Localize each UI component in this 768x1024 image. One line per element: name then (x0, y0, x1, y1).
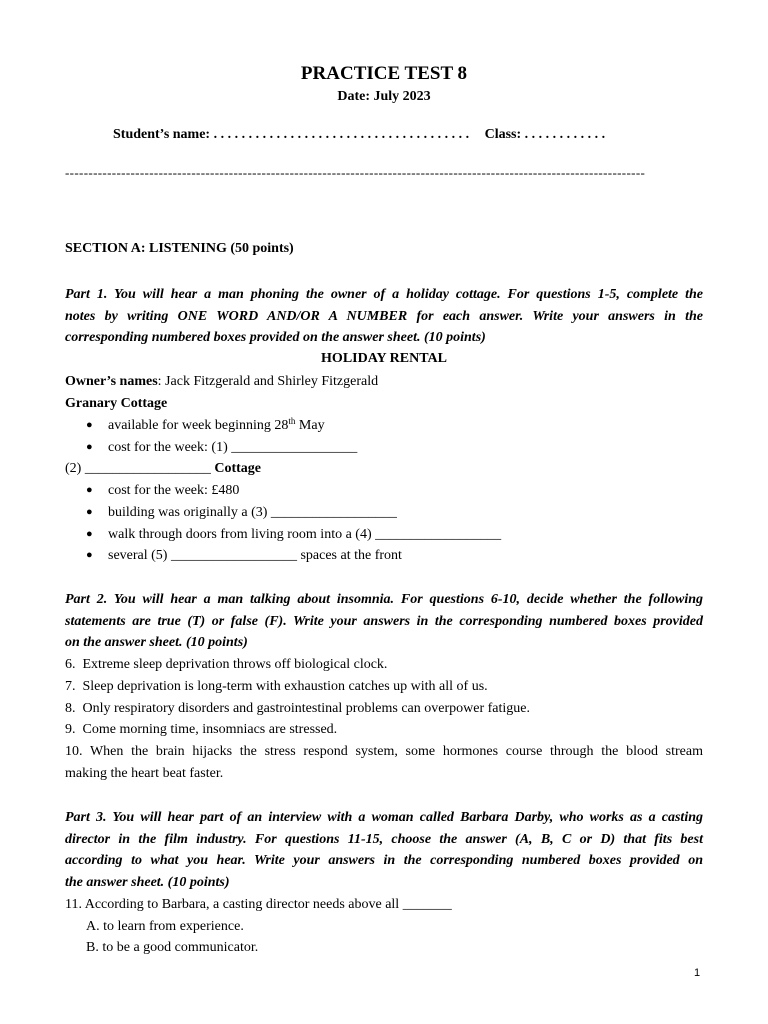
holiday-rental-heading: HOLIDAY RENTAL (321, 351, 447, 366)
bullet-icon: ● (86, 441, 93, 453)
question-11-option-a: A. to learn from experience. (86, 919, 244, 934)
student-name-label: Student’s name: (113, 127, 211, 142)
class-label: Class: (484, 127, 522, 142)
owner-names-value: : Jack Fitzgerald and Shirley Fitzgerald (157, 374, 379, 389)
student-info-line (113, 128, 605, 142)
part3-instructions-line-3: according to what you hear. Write your answers in the corresponding numbered boxes provided on (65, 853, 703, 868)
owner-names-line (65, 375, 378, 389)
cottage-name-blank: (2) __________________ (65, 461, 215, 476)
section-a-heading: SECTION A: LISTENING (50 points) (65, 241, 294, 256)
part2-instructions-line-1: Part 2. You will hear a man talking about insomnia. For questions 6-10, decide whether the following (65, 592, 703, 607)
page-number: 1 (694, 967, 701, 979)
question-11-option-b: B. to be a good communicator. (86, 940, 259, 955)
question-10-line-1: 10. When the brain hijacks the stress respond system, some hormones course through the blood stream (65, 744, 703, 759)
question-10-line-2: making the heart beat faster. (65, 766, 224, 781)
bullet-icon: ● (86, 549, 93, 561)
student-name-dots: . . . . . . . . . . . . . . . . . . . . . . . . . . . . . . . . . . . . . (213, 127, 470, 142)
part1-instructions-line-3: corresponding numbered boxes provided on the answer sheet. (10 points) (65, 330, 486, 345)
list-item: ● available for week beginning 28th May (86, 416, 325, 433)
test-date: Date: July 2023 (337, 89, 431, 104)
part1-instructions-line-2: notes by writing ONE WORD AND/OR A NUMBER for each answer. Write your answers in the (65, 309, 703, 324)
part2-instructions-line-3: on the answer sheet. (10 points) (65, 635, 248, 650)
part3-instructions-line-2: director in the film industry. For questions 11-15, choose the answer (A, B, C or D) that fits best (65, 832, 703, 847)
list-item: ● walk through doors from living room into a (4) __________________ (86, 527, 502, 542)
question-6: 6. Extreme sleep deprivation throws off biological clock. (65, 657, 388, 672)
cottage-label: Cottage (214, 461, 261, 476)
granary-cottage-heading: Granary Cottage (65, 396, 168, 411)
page-title: PRACTICE TEST 8 (300, 63, 468, 84)
list-item: ● building was originally a (3) __________________ (86, 505, 397, 520)
class-dots: . . . . . . . . . . . . (524, 127, 606, 142)
part2-instructions-line-2: statements are true (T) or false (F). Write your answers in the corresponding numbered boxes provided (65, 614, 703, 629)
list-item: ● cost for the week: £480 (86, 483, 240, 498)
question-7: 7. Sleep deprivation is long-term with exhaustion catches up with all of us. (65, 679, 488, 694)
bullet-icon: ● (86, 506, 93, 518)
bullet-icon: ● (86, 419, 93, 431)
bullet-icon: ● (86, 528, 93, 540)
question-9: 9. Come morning time, insomniacs are stressed. (65, 722, 338, 737)
part3-instructions-line-1: Part 3. You will hear part of an interview with a woman called Barbara Darby, who works as a casting (65, 810, 703, 825)
list-item: ● cost for the week: (1) __________________ (86, 440, 358, 455)
cottage-name-line (65, 462, 261, 476)
bullet-icon: ● (86, 484, 93, 496)
separator-line: ---------------------------------------------------------------------------------------------------------------------------- (65, 165, 646, 180)
question-8: 8. Only respiratory disorders and gastrointestinal problems can overpower fatigue. (65, 701, 530, 716)
part1-instructions-line-1: Part 1. You will hear a man phoning the owner of a holiday cottage. For questions 1-5, complete the (65, 287, 703, 302)
list-item: ● several (5) __________________ spaces at the front (86, 548, 402, 563)
part3-instructions-line-4: the answer sheet. (10 points) (65, 875, 230, 890)
question-11: 11. According to Barbara, a casting director needs above all _______ (65, 897, 452, 912)
owner-names-label: Owner’s names (65, 374, 158, 389)
